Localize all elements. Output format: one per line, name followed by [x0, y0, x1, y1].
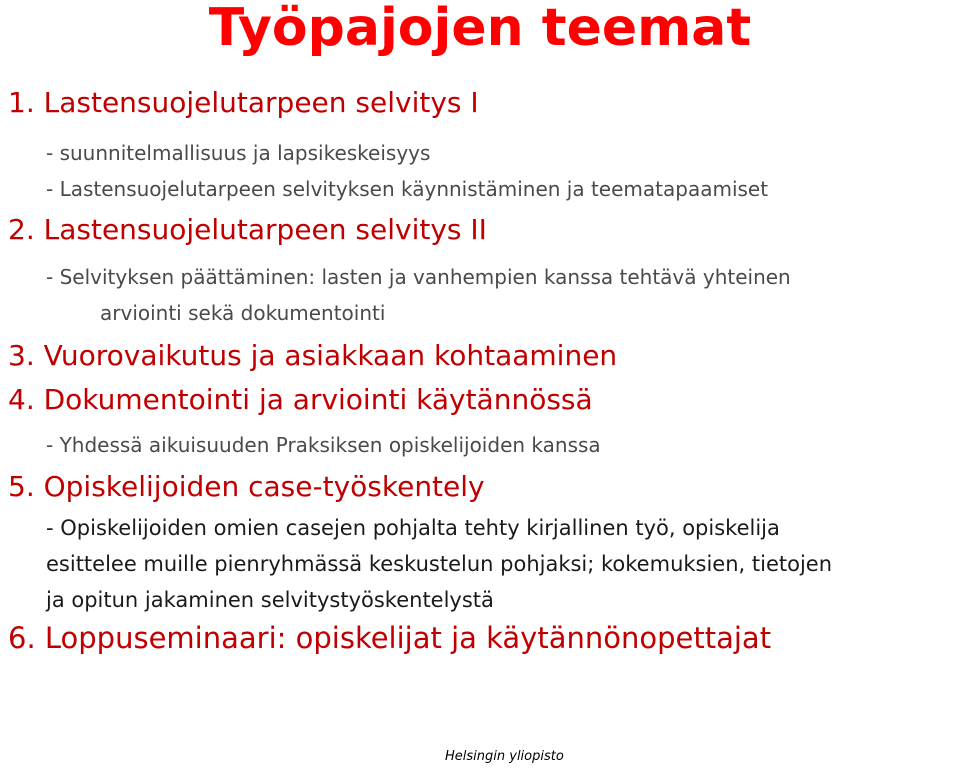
theme-detail: - Lastensuojelutarpeen selvityksen käynnistäminen ja teematapaamiset	[46, 177, 769, 201]
theme-detail: esittelee muille pienryhmässä keskustelun pohjaksi; kokemuksien, tietojen	[46, 552, 833, 576]
theme-heading-6: 6. Loppuseminaari: opiskelijat ja käytännönopettajat	[8, 621, 772, 655]
theme-detail: - Opiskelijoiden omien casejen pohjalta tehty kirjallinen työ, opiskelija	[46, 516, 780, 540]
theme-heading-5: 5. Opiskelijoiden case-työskentely	[8, 470, 485, 503]
theme-heading-3: 3. Vuorovaikutus ja asiakkaan kohtaaminen	[8, 339, 618, 372]
theme-detail: arviointi sekä dokumentointi	[100, 301, 386, 325]
slide-title: Työpajojen teemat	[208, 0, 752, 58]
footer-university: Helsingin yliopisto	[445, 749, 564, 764]
theme-heading-2: 2. Lastensuojelutarpeen selvitys II	[8, 213, 487, 246]
theme-heading-1: 1. Lastensuojelutarpeen selvitys I	[8, 86, 479, 119]
theme-detail: - Yhdessä aikuisuuden Praksiksen opiskelijoiden kanssa	[46, 433, 601, 457]
theme-detail: - suunnitelmallisuus ja lapsikeskeisyys	[46, 141, 431, 165]
theme-heading-4: 4. Dokumentointi ja arviointi käytännössä	[8, 383, 593, 416]
theme-detail: ja opitun jakaminen selvitystyöskentelystä	[46, 588, 494, 612]
theme-detail: - Selvityksen päättäminen: lasten ja vanhempien kanssa tehtävä yhteinen	[46, 265, 791, 289]
